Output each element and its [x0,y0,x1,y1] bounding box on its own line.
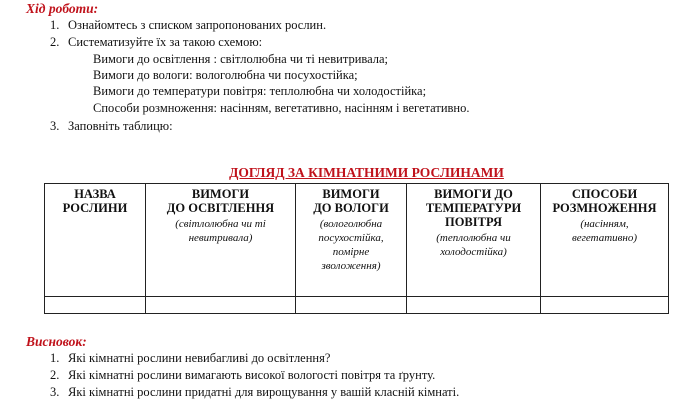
conclusions-heading: Висновок: [26,334,87,349]
column-note: (світлолюбна чи ті невитривала) [175,218,266,244]
column-header: ВИМОГИ ДО ВОЛОГИ [313,187,389,215]
empty-cell[interactable] [146,297,296,314]
column-header: СПОСОБИ РОЗМНОЖЕННЯ [552,187,657,215]
step-number: 2. [50,35,60,49]
column-header: НАЗВА РОСЛИНИ [62,187,128,215]
empty-cell[interactable] [296,297,407,314]
header-cell-plant-name [45,184,146,297]
header-cell-light [146,184,296,297]
table-header-row [45,184,669,297]
question-text: Які кімнатні рослини невибагливі до освітлення? [68,351,331,365]
column-note: (вологолюбна посухостійка, помірне зволоження) [318,218,384,272]
step-text: Систематизуйте їх за такою схемою: [68,35,263,49]
scheme-line: Вимоги до освітлення : світлолюбна чи ті невитривала; [93,52,389,66]
step-text: Заповніть таблицю: [68,119,173,133]
column-note: (теплолюбна чи холодостійка) [436,232,511,258]
work-heading: Хід роботи: [26,1,99,16]
header-cell-moisture [296,184,407,297]
header-cell-propagation [541,184,669,297]
table-row [45,297,669,314]
column-note: (насінням, вегетативно) [571,218,638,244]
empty-cell[interactable] [45,297,146,314]
question-number: 2. [50,368,60,382]
column-header: ВИМОГИ ДО ОСВІТЛЕННЯ [166,187,275,215]
question-item [50,368,435,383]
step-number: 3. [50,119,60,133]
question-item [50,385,459,400]
scheme-line: Вимоги до вологи: вологолюбна чи посухостійка; [93,68,358,82]
step-item [50,18,326,33]
header-cell-temperature [407,184,541,297]
step-text: Ознайомтесь з списком запропонованих рослин. [68,18,327,32]
scheme-line: Способи розмноження: насінням, вегетативно, насінням і вегетативно. [93,101,470,115]
table-title: ДОГЛЯД ЗА КІМНАТНИМИ РОСЛИНАМИ [229,165,504,180]
step-item [50,119,173,134]
question-number: 1. [50,351,60,365]
scheme-line: Вимоги до температури повітря: теплолюбна чи холодостійка; [93,84,427,98]
empty-cell[interactable] [541,297,669,314]
step-number: 1. [50,18,60,32]
question-number: 3. [50,385,60,399]
question-text: Які кімнатні рослини придатні для вирощування у вашій класній кімнаті. [68,385,460,399]
plant-care-table [44,183,669,314]
empty-cell[interactable] [407,297,541,314]
column-header: ВИМОГИ ДО ТЕМПЕРАТУРИ ПОВІТРЯ [425,187,522,229]
step-item [50,35,262,50]
question-text: Які кімнатні рослини вимагають високої вологості повітря та ґрунту. [68,368,436,382]
question-item [50,351,330,366]
